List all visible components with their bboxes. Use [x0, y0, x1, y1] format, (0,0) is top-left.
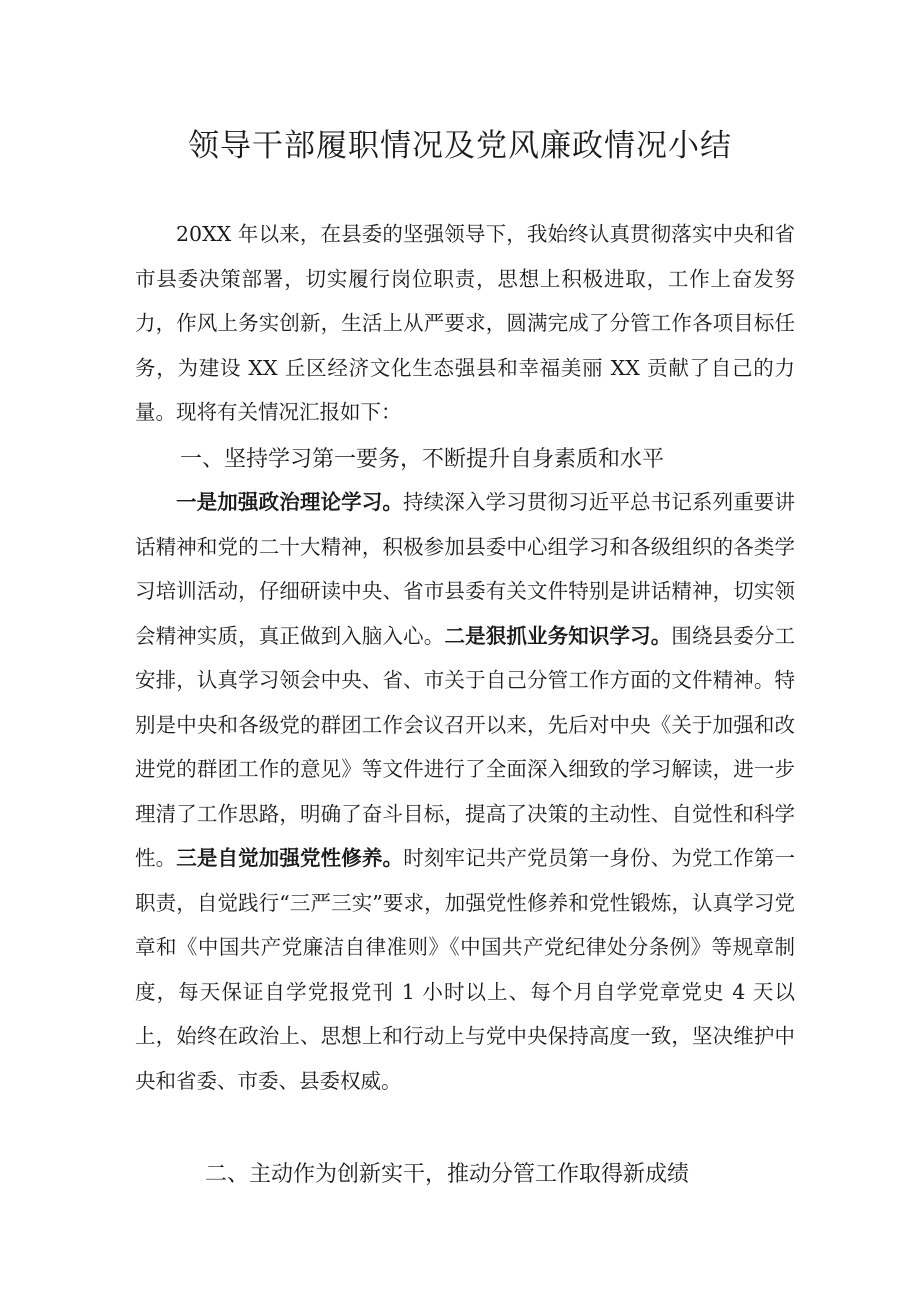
point2-text: 围绕县委分工安排，认真学习领会中央、省、市关于自己分管工作方面的文件精神。特别是中央和各级党的群团工作会议召开以来，先后对中央《关于加强和改进党的群团工作的意见》等文件进行了全面深入细致的学习解读，进一步理清了工作思路，明确了奋斗目标，提高了决策的主动性、自觉性和科学性。: [135, 623, 796, 870]
point3-lead: 三是自觉加强党性修养。: [176, 846, 404, 870]
point3-text: 时刻牢记共产党员第一身份、为党工作第一职责，自觉践行“三严三实”要求，加强党性修养和党性锻炼，认真学习党章和《中国共产党廉洁自律准则》《中国共产党纪律处分条例》等规章制度，每天保证自学党报党刊 1 小时以上、每个月自学党章党史 4 天以上，始终在政治上、思想上和行动上与党中央保持高度一致，坚决维护中央和省委、市委、县委权威。: [135, 846, 796, 1093]
point2-lead: 二是狠抓业务知识学习。: [444, 623, 672, 648]
section1-paragraph: [135, 480, 795, 1103]
section-heading-1: 一、坚持学习第一要务，不断提升自身素质和水平: [180, 447, 665, 472]
point1-text: 持续深入学习贯彻习近平总书记系列重要讲话精神和党的二十大精神，积极参加县委中心组学习和各级组织的各类学习培训活动，仔细研读中央、省市县委有关文件特别是讲话精神，切实领会精神实质，真正做到入脑入心。: [135, 490, 796, 648]
intro-paragraph: 20XX 年以来，在县委的坚强领导下，我始终认真贯彻落实中央和省市县委决策部署，切实履行岗位职责，思想上积极进取，工作上奋发努力，作风上务实创新，生活上从严要求，圆满完成了分管工作各项目标任务，为建设 XX 丘区经济文化生态强县和幸福美丽 XX 贡献了自己的力量。现将有关情况汇报如下：: [135, 222, 795, 424]
document-title: 领导干部履职情况及党风廉政情况小结: [188, 128, 732, 164]
point1-lead: 一是加强政治理论学习。: [176, 490, 404, 514]
section-heading-2: 二、主动作为创新实干，推动分管工作取得新成绩: [205, 1162, 690, 1187]
